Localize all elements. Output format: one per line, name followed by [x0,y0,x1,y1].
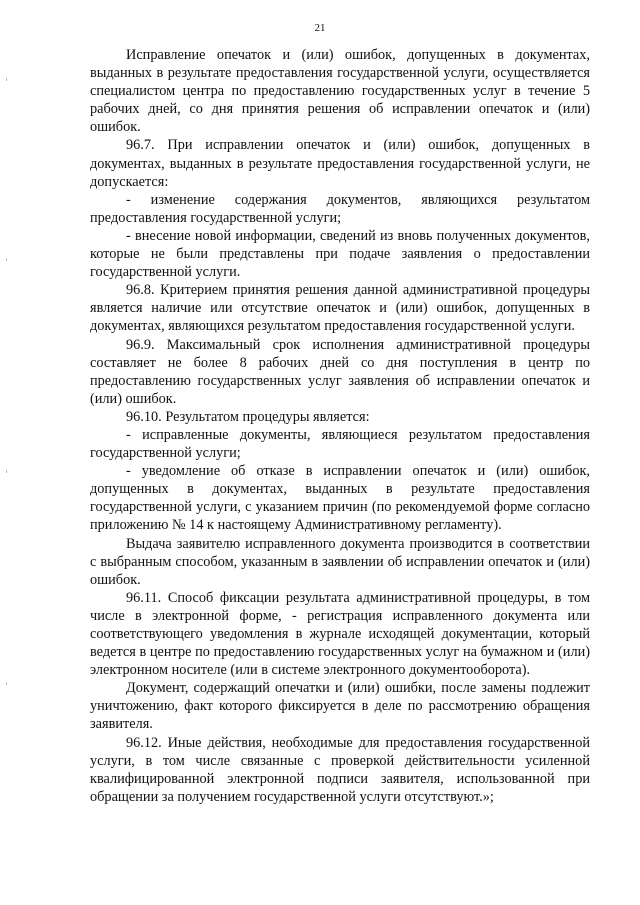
paragraph-96-8: 96.8. Критерием принятия решения данной административной процедуры является наличие или отсутствие опечаток и (или) ошибок, допущенных в документах, являющихся результатом предоставления государственной услуги. [90,282,590,335]
paragraph-96-10: 96.10. Результатом процедуры является: [126,408,370,425]
scan-margin-mark [6,470,7,473]
scan-margin-mark [6,78,7,81]
paragraph-96-11: 96.11. Способ фиксации результата административной процедуры, в том числе в электронной форме, - регистрация исправленного документа или соответствующего уведомления в журнале исходящей документации, который ведется в центре по предоставлению государственных услуг на бумажном и (или) электронном носителе (или в системе электронного документооборота). [90,589,590,679]
list-item-new-information: - внесение новой информации, сведений из вновь полученных документов, которые не были представлены при подаче заявления о предоставлении государственной услуги. [90,227,590,281]
list-item-content-change: - изменение содержания документов, являющихся результатом предоставления государственной услуги; [90,191,590,226]
paragraph-issuance: Выдача заявителю исправленного документа производится в соответствии с выбранным способом, указанным в заявлении об исправлении опечаток и (или) ошибок. [90,535,590,588]
list-item-corrected-documents: - исправленные документы, являющиеся результатом предоставления государственной услуги; [90,426,590,462]
scan-margin-mark [6,682,7,685]
paragraph-96-7: 96.7. При исправлении опечаток и (или) ошибок, допущенных в документах, выданных в результате предоставления государственной услуги, не допускается: [90,137,590,190]
document-body [90,46,590,806]
paragraph-96-9: 96.9. Максимальный срок исполнения административной процедуры составляет не более 8 рабочих дней со дня поступления в центр по предоставлению государственных услуг заявления об исправлении опечаток и (или) ошибок. [90,336,590,407]
paragraph-96-12: 96.12. Иные действия, необходимые для предоставления государственной услуги, в том числе связанные с проверкой действительности усиленной квалифицированной электронной подписи заявителя, использованной при обращении за получением государственной услуги отсутствуют.»; [90,734,590,805]
paragraph-destruction: Документ, содержащий опечатки и (или) ошибки, после замены подлежит уничтожению, факт которого фиксируется в деле по рассмотрению обращения заявителя. [90,680,590,733]
list-item-refusal-notice: - уведомление об отказе в исправлении опечаток и (или) ошибок, допущенных в документах, выданных в результате предоставления государственной услуги, с указанием причин (по рекомендуемой форме согласно приложению № 14 к настоящему Административному регламенту). [90,463,590,534]
page-number: 21 [314,22,326,34]
paragraph-correction-intro: Исправление опечаток и (или) ошибок, допущенных в документах, выданных в результате предоставления государственной услуги, осуществляется специалистом центра по предоставлению государственных услуг в течение 5 рабочих дней, со дня принятия решения об исправлении опечаток и (или) ошибок. [90,47,590,136]
scan-margin-mark [6,258,7,261]
